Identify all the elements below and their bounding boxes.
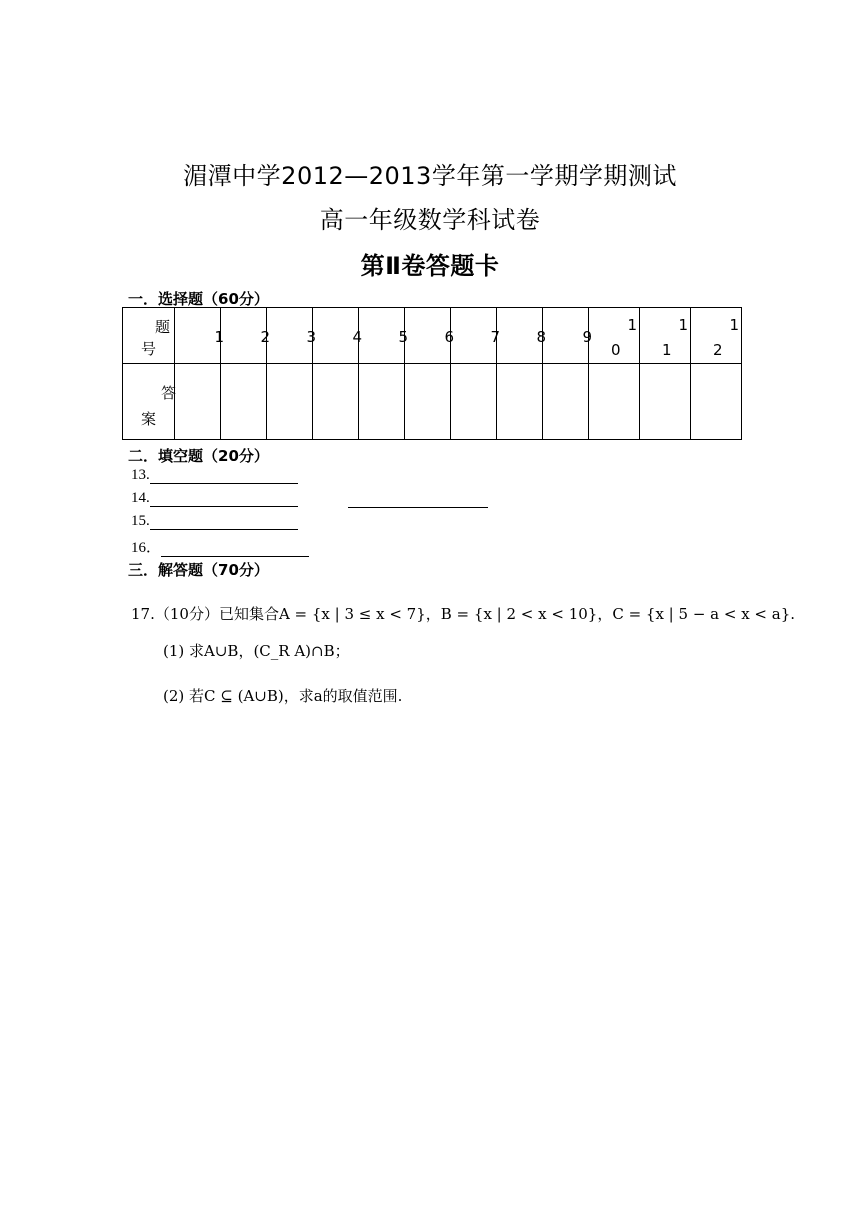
blank-line[interactable] [150, 513, 298, 530]
blank-16[interactable]: 16． [131, 536, 309, 557]
question-number-cell: 7 [451, 308, 497, 364]
blank-15[interactable]: 15. [131, 513, 298, 530]
answer-card-title: 第Ⅱ卷答题卡 [360, 252, 500, 280]
answer-cell[interactable] [497, 364, 543, 440]
blank-14[interactable]: 14. [131, 490, 298, 507]
answer-cell[interactable] [405, 364, 451, 440]
blank-line[interactable] [161, 540, 309, 557]
page-title: 湄潭中学2012—2013学年第一学期学期测试 [183, 162, 677, 190]
answer-cell[interactable] [221, 364, 267, 440]
blank-13[interactable]: 13. [131, 467, 298, 484]
answer-cell[interactable] [451, 364, 497, 440]
section-choice-label: 一．选择题（60分） [128, 290, 269, 308]
answer-cell[interactable] [691, 364, 742, 440]
blank-line[interactable] [150, 467, 298, 484]
question-number-cell: 1 2 [691, 308, 742, 364]
question-number-cell: 8 [497, 308, 543, 364]
answer-table [122, 307, 742, 440]
question-number-cell: 1 [175, 308, 221, 364]
answer-cell[interactable] [589, 364, 640, 440]
question-17-stem: 17.（10分）已知集合A = {x | 3 ≤ x < 7}，B = {x | 2 < x < 10}，C = {x | 5 − a < x < a}. [131, 605, 796, 623]
answer-cell[interactable] [175, 364, 221, 440]
question-17-part1: (1) 求A∪B，(C_R A)∩B； [163, 642, 350, 660]
answer-cell[interactable] [267, 364, 313, 440]
question-number-cell: 4 [313, 308, 359, 364]
question-number-cell: 5 [359, 308, 405, 364]
answer-cell[interactable] [543, 364, 589, 440]
question-number-cell: 1 0 [589, 308, 640, 364]
question-number-cell: 3 [267, 308, 313, 364]
table-answer-header: 答 案 [123, 364, 175, 440]
blank-14-second-line[interactable] [348, 491, 488, 508]
question-number-cell: 9 [543, 308, 589, 364]
question-number-cell: 1 1 [640, 308, 691, 364]
blank-line[interactable] [150, 490, 298, 507]
answer-cell[interactable] [640, 364, 691, 440]
table-corner-header: 题 号 [123, 308, 175, 364]
section-solution-label: 三．解答题（70分） [128, 561, 269, 579]
answer-cell[interactable] [359, 364, 405, 440]
section-fill-label: 二．填空题（20分） [128, 447, 269, 465]
answer-cell[interactable] [313, 364, 359, 440]
question-number-cell: 2 [221, 308, 267, 364]
page-subtitle: 高一年级数学科试卷 [319, 206, 541, 234]
question-17-part2: (2) 若C ⊆ (A∪B)，求a的取值范围. [163, 687, 403, 705]
question-number-cell: 6 [405, 308, 451, 364]
